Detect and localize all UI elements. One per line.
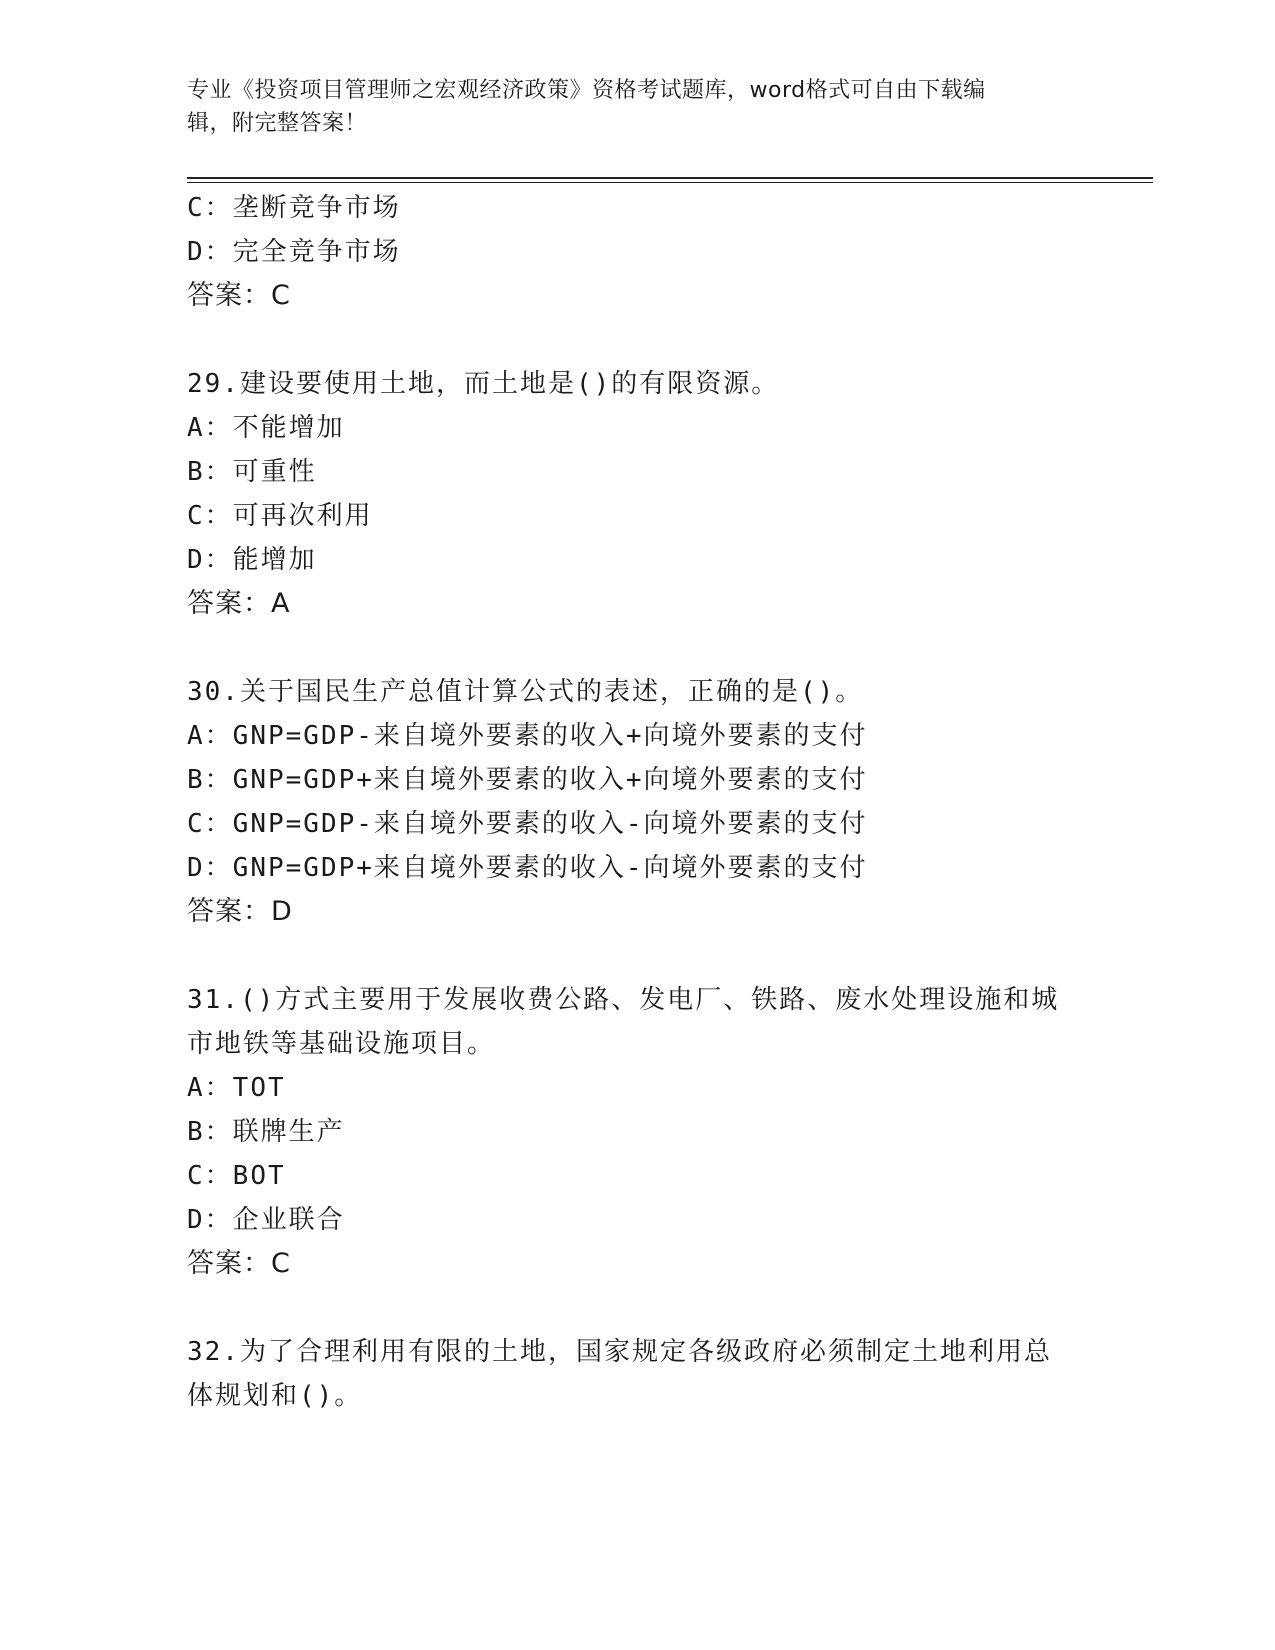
header-divider-thin — [187, 182, 1153, 183]
answer-line: 答案：A — [187, 588, 291, 619]
option-line: B：GNP=GDP+来自境外要素的收入+向境外要素的支付 — [187, 765, 868, 795]
option-line: B：联牌生产 — [187, 1117, 345, 1147]
question-31-text-cont: 市地铁等基础设施项目。 — [187, 1029, 496, 1059]
question-31-text: 31.()方式主要用于发展收费公路、发电厂、铁路、废水处理设施和城 — [187, 985, 1060, 1015]
question-32-text-cont: 体规划和()。 — [187, 1381, 363, 1411]
answer-line: 答案：C — [187, 1248, 291, 1279]
answer-line: 答案：D — [187, 896, 293, 927]
header-divider — [187, 177, 1153, 179]
option-line: D：企业联合 — [187, 1205, 345, 1235]
option-line: C：BOT — [187, 1161, 286, 1191]
question-32-text: 32.为了合理利用有限的土地，国家规定各级政府必须制定土地利用总 — [187, 1337, 1052, 1367]
header-line-2: 辑，附完整答案！ — [187, 111, 368, 136]
option-line: A：TOT — [187, 1073, 286, 1103]
question-29-text: 29.建设要使用土地，而土地是()的有限资源。 — [187, 369, 780, 399]
header-line-1: 专业《投资项目管理师之宏观经济政策》资格考试题库，word格式可自由下载编 — [187, 78, 986, 103]
option-line: A：不能增加 — [187, 413, 345, 443]
question-30-text: 30.关于国民生产总值计算公式的表述，正确的是()。 — [187, 677, 864, 707]
option-line: D：完全竞争市场 — [187, 237, 401, 267]
option-line: B：可重性 — [187, 457, 317, 487]
option-line: A：GNP=GDP-来自境外要素的收入+向境外要素的支付 — [187, 721, 868, 751]
option-line: C：可再次利用 — [187, 501, 373, 531]
option-line: D：GNP=GDP+来自境外要素的收入-向境外要素的支付 — [187, 853, 868, 883]
option-line: C：垄断竞争市场 — [187, 193, 401, 223]
option-line: C：GNP=GDP-来自境外要素的收入-向境外要素的支付 — [187, 809, 868, 839]
page-header — [187, 74, 1067, 140]
answer-line: 答案：C — [187, 280, 291, 311]
option-line: D：能增加 — [187, 545, 317, 575]
